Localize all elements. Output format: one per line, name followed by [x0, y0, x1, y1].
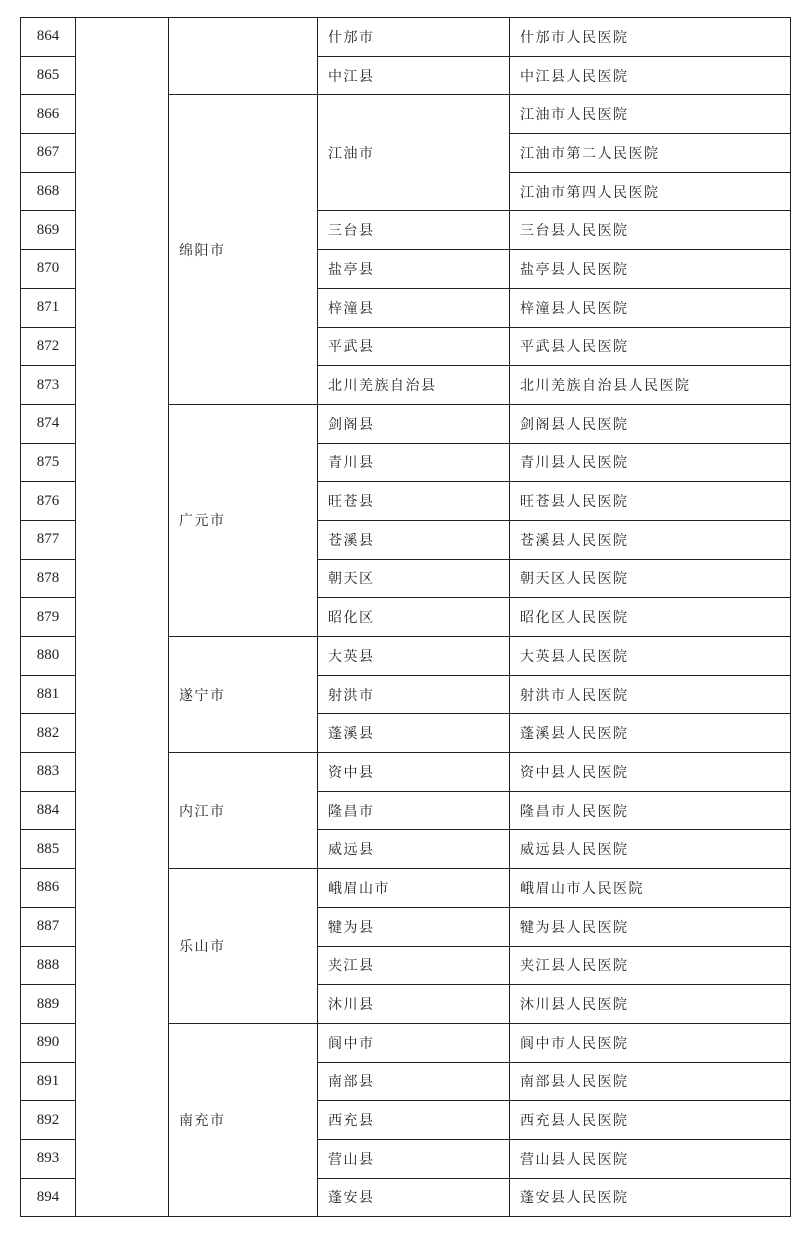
hospital-cell: 江油市人民医院 — [510, 95, 791, 134]
county-cell: 青川县 — [318, 443, 510, 482]
table-row — [21, 18, 791, 57]
row-number: 894 — [21, 1178, 76, 1217]
row-number: 878 — [21, 559, 76, 598]
hospital-cell: 什邡市人民医院 — [510, 18, 791, 57]
hospital-cell: 朝天区人民医院 — [510, 559, 791, 598]
hospital-cell: 中江县人民医院 — [510, 56, 791, 95]
hospital-cell: 梓潼县人民医院 — [510, 288, 791, 327]
row-number: 888 — [21, 946, 76, 985]
hospital-table — [20, 17, 791, 1217]
county-cell: 盐亭县 — [318, 250, 510, 289]
row-number: 883 — [21, 753, 76, 792]
county-cell: 威远县 — [318, 830, 510, 869]
row-number: 866 — [21, 95, 76, 134]
county-cell: 江油市 — [318, 95, 510, 211]
city-cell: 南充市 — [169, 1023, 318, 1216]
hospital-cell: 大英县人民医院 — [510, 637, 791, 676]
county-cell: 峨眉山市 — [318, 869, 510, 908]
hospital-cell: 江油市第二人民医院 — [510, 134, 791, 173]
hospital-cell: 威远县人民医院 — [510, 830, 791, 869]
county-cell: 射洪市 — [318, 675, 510, 714]
county-cell: 中江县 — [318, 56, 510, 95]
hospital-cell: 射洪市人民医院 — [510, 675, 791, 714]
county-cell: 南部县 — [318, 1062, 510, 1101]
row-number: 891 — [21, 1062, 76, 1101]
hospital-cell: 旺苍县人民医院 — [510, 482, 791, 521]
hospital-cell: 夹江县人民医院 — [510, 946, 791, 985]
row-number: 887 — [21, 907, 76, 946]
row-number: 885 — [21, 830, 76, 869]
county-cell: 大英县 — [318, 637, 510, 676]
row-number: 874 — [21, 404, 76, 443]
row-number: 889 — [21, 985, 76, 1024]
hospital-cell: 蓬溪县人民医院 — [510, 714, 791, 753]
hospital-cell: 青川县人民医院 — [510, 443, 791, 482]
hospital-cell: 苍溪县人民医院 — [510, 520, 791, 559]
county-cell: 什邡市 — [318, 18, 510, 57]
city-cell: 内江市 — [169, 753, 318, 869]
county-cell: 西充县 — [318, 1101, 510, 1140]
city-cell — [169, 18, 318, 95]
row-number: 892 — [21, 1101, 76, 1140]
county-cell: 犍为县 — [318, 907, 510, 946]
city-cell: 遂宁市 — [169, 637, 318, 753]
row-number: 872 — [21, 327, 76, 366]
city-cell: 绵阳市 — [169, 95, 318, 405]
row-number: 867 — [21, 134, 76, 173]
hospital-cell: 平武县人民医院 — [510, 327, 791, 366]
row-number: 869 — [21, 211, 76, 250]
hospital-cell: 资中县人民医院 — [510, 753, 791, 792]
hospital-cell: 北川羌族自治县人民医院 — [510, 366, 791, 405]
hospital-cell: 盐亭县人民医院 — [510, 250, 791, 289]
county-cell: 梓潼县 — [318, 288, 510, 327]
county-cell: 北川羌族自治县 — [318, 366, 510, 405]
row-number: 868 — [21, 172, 76, 211]
row-number: 893 — [21, 1139, 76, 1178]
row-number: 870 — [21, 250, 76, 289]
city-cell: 广元市 — [169, 404, 318, 636]
county-cell: 昭化区 — [318, 598, 510, 637]
hospital-cell: 峨眉山市人民医院 — [510, 869, 791, 908]
hospital-cell: 江油市第四人民医院 — [510, 172, 791, 211]
county-cell: 蓬安县 — [318, 1178, 510, 1217]
county-cell: 旺苍县 — [318, 482, 510, 521]
hospital-cell: 蓬安县人民医院 — [510, 1178, 791, 1217]
hospital-cell: 营山县人民医院 — [510, 1139, 791, 1178]
province-cell — [76, 18, 169, 1217]
row-number: 873 — [21, 366, 76, 405]
county-cell: 剑阁县 — [318, 404, 510, 443]
row-number: 864 — [21, 18, 76, 57]
row-number: 881 — [21, 675, 76, 714]
row-number: 871 — [21, 288, 76, 327]
row-number: 865 — [21, 56, 76, 95]
county-cell: 沐川县 — [318, 985, 510, 1024]
row-number: 877 — [21, 520, 76, 559]
hospital-cell: 隆昌市人民医院 — [510, 791, 791, 830]
hospital-cell: 沐川县人民医院 — [510, 985, 791, 1024]
hospital-cell: 西充县人民医院 — [510, 1101, 791, 1140]
county-cell: 隆昌市 — [318, 791, 510, 830]
hospital-cell: 南部县人民医院 — [510, 1062, 791, 1101]
county-cell: 夹江县 — [318, 946, 510, 985]
row-number: 876 — [21, 482, 76, 521]
row-number: 890 — [21, 1023, 76, 1062]
hospital-cell: 三台县人民医院 — [510, 211, 791, 250]
row-number: 884 — [21, 791, 76, 830]
hospital-cell: 剑阁县人民医院 — [510, 404, 791, 443]
row-number: 875 — [21, 443, 76, 482]
county-cell: 三台县 — [318, 211, 510, 250]
county-cell: 蓬溪县 — [318, 714, 510, 753]
county-cell: 平武县 — [318, 327, 510, 366]
county-cell: 阆中市 — [318, 1023, 510, 1062]
row-number: 880 — [21, 637, 76, 676]
row-number: 882 — [21, 714, 76, 753]
county-cell: 资中县 — [318, 753, 510, 792]
county-cell: 朝天区 — [318, 559, 510, 598]
county-cell: 营山县 — [318, 1139, 510, 1178]
city-cell: 乐山市 — [169, 869, 318, 1024]
row-number: 886 — [21, 869, 76, 908]
row-number: 879 — [21, 598, 76, 637]
hospital-cell: 昭化区人民医院 — [510, 598, 791, 637]
hospital-cell: 犍为县人民医院 — [510, 907, 791, 946]
county-cell: 苍溪县 — [318, 520, 510, 559]
hospital-cell: 阆中市人民医院 — [510, 1023, 791, 1062]
